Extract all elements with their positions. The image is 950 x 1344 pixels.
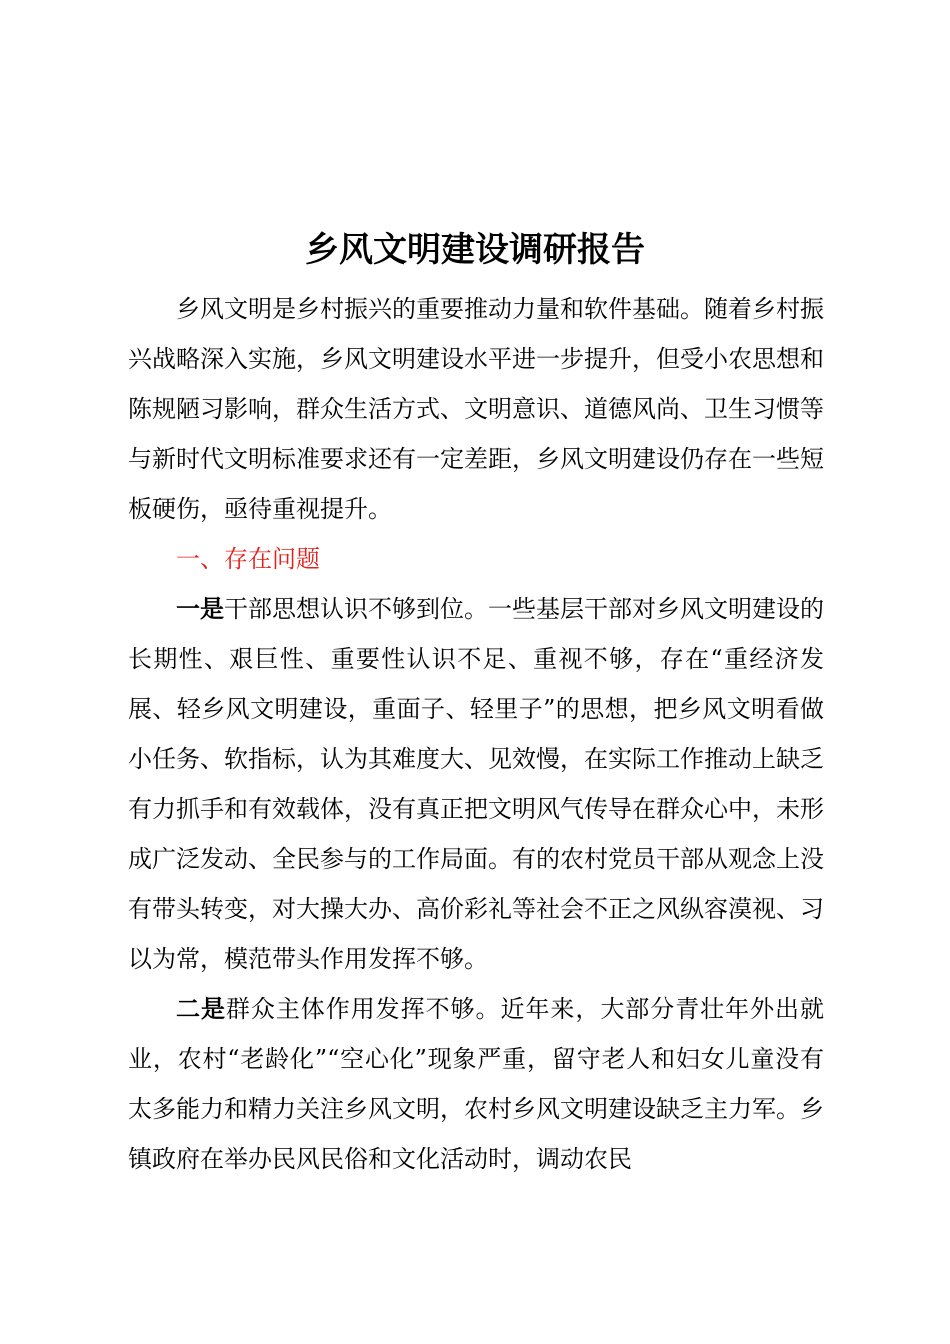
paragraph-text: 干部思想认识不够到位。一些基层干部对乡风文明建设的长期性、艰巨性、重要性认识不足、重视不够，存在“重经济发展、轻乡风文明建设，重面子、轻里子”的思想，把乡风文明看做小任务、软指标，认为其难度大、见效慢，在实际工作推动上缺乏有力抓手和有效载体，没有真正把文明风气传导在群众心中，未形成广泛发动、全民参与的工作局面。有的农村党员干部从观念上没有带头转变，对大操大办、高价彩礼等社会不正之风纵容漠视、习以为常，模范带头作用发挥不够。 (128, 595, 824, 973)
paragraph-lead: 二是 (176, 995, 226, 1023)
problem-paragraph-2 (128, 984, 824, 1184)
document-title: 乡风文明建设调研报告 (305, 229, 645, 270)
document-body (128, 284, 824, 1184)
paragraph-lead: 一是 (176, 595, 224, 623)
problem-paragraph-1 (128, 584, 824, 984)
paragraph-text: 群众主体作用发挥不够。近年来，大部分青壮年外出就业，农村“老龄化”“空心化”现象严重，留守老人和妇女儿童没有太多能力和精力关注乡风文明，农村乡风文明建设缺乏主力军。乡镇政府在举办民风民俗和文化活动时，调动农民 (128, 995, 825, 1173)
intro-paragraph: 乡风文明是乡村振兴的重要推动力量和软件基础。随着乡村振兴战略深入实施，乡风文明建设水平进一步提升，但受小农思想和陈规陋习影响，群众生活方式、文明意识、道德风尚、卫生习惯等与新时代文明标准要求还有一定差距，乡风文明建设仍存在一些短板硬伤，亟待重视提升。 (128, 295, 824, 523)
section-heading-problems: 一、存在问题 (176, 545, 320, 573)
